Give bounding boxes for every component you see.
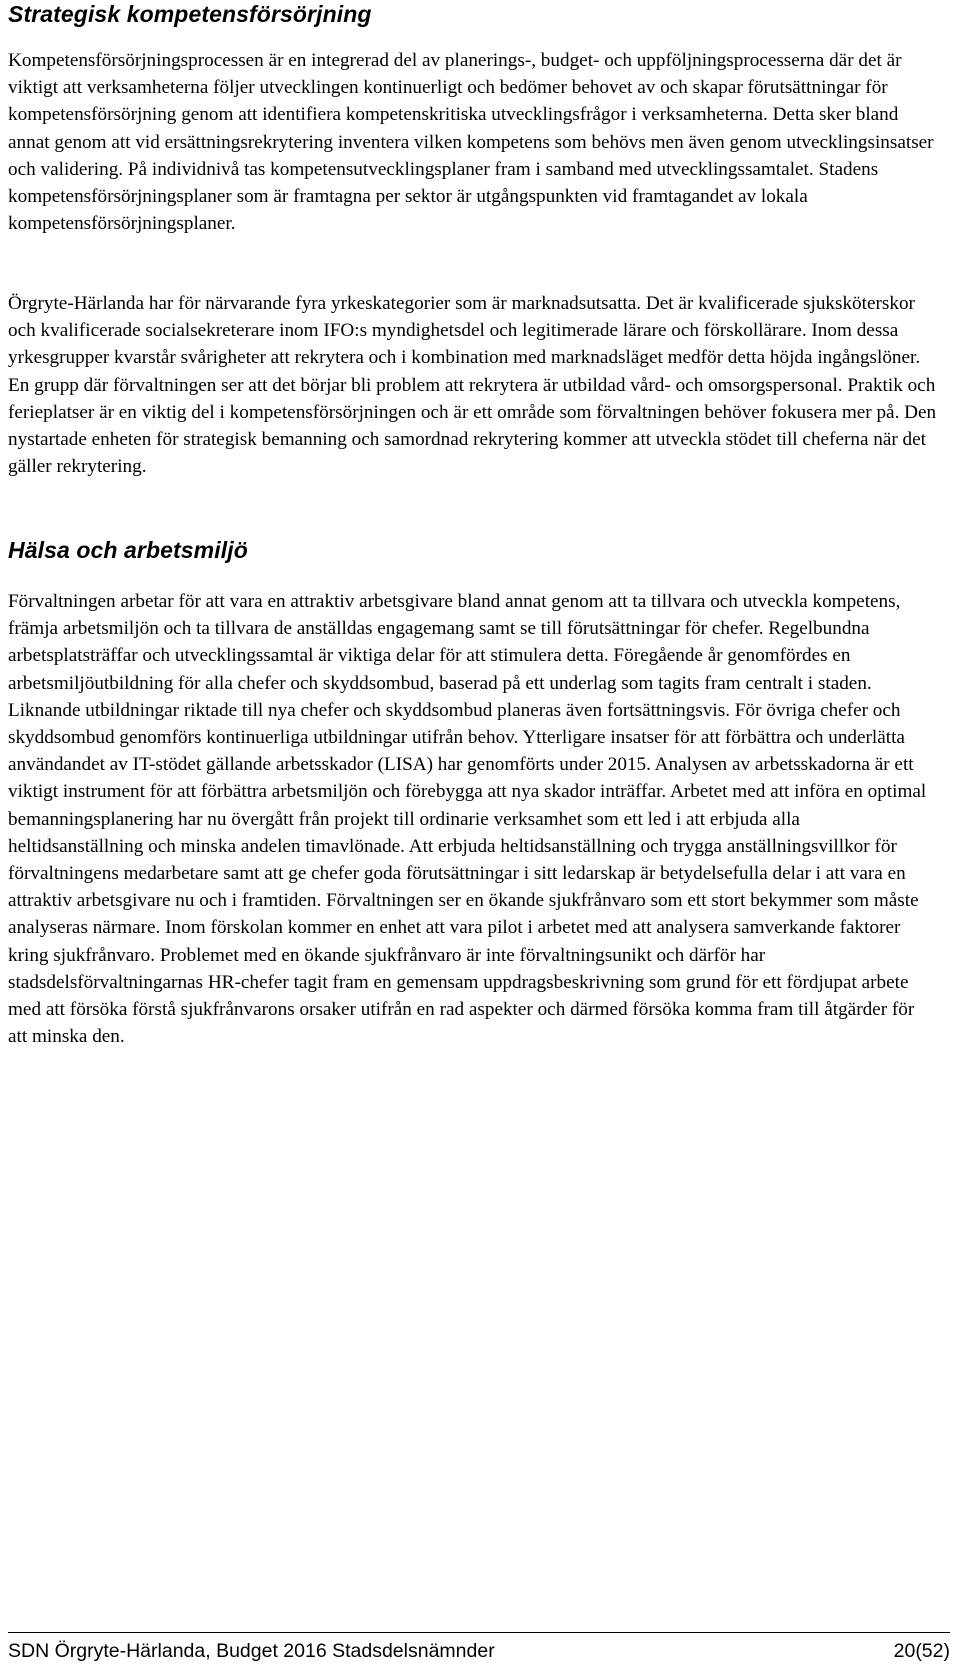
paragraph: Örgryte-Härlanda har för närvarande fyra yrkeskategorier som är marknadsutsatta. Det är kvalificerade sjuksköterskor och kvalificerade socialsekreterare inom IFO:s myndighetsdel och legitimerade lärare och förskollärare. Inom dessa yrkesgrupper kvarstår svårigheter att rekrytera och i kombination med marknadsläget medför detta höjda ingångslöner. En grupp där förvaltningen ser att det börjar bli problem att rekrytera är utbildad vård- och omsorgspersonal. Praktik och ferieplatser är en viktig del i kompetensförsörjningen och är ett område som förvaltningen behöver fokusera mer på. Den nystartade enheten för strategisk bemanning och samordnad rekrytering kommer att utveckla stödet till cheferna när det gäller rekrytering. [8, 293, 937, 478]
page-footer [8, 1636, 950, 1666]
section-title: Hälsa och arbetsmiljö [8, 537, 248, 563]
paragraph: Kompetensförsörjningsprocessen är en integrerad del av planerings-, budget- och uppföljningsprocesserna där det är viktigt att verksamheterna följer utvecklingen kontinuerligt och bedömer behovet av och skapar förutsättningar för kompetensförsörjning genom att identifiera kompetenskritiska utvecklingsfrågor i verksamheterna. Detta sker bland annat genom att vid ersättningsrekrytering inventera vilken kompetens som behövs men även genom utvecklingsinsatser och validering. På individnivå tas kompetensutvecklingsplaner fram i samband med utvecklingssamtalet. Stadens kompetensförsörjningsplaner som är framtagna per sektor är utgångspunkten vid framtagandet av lokala kompetensförsörjningsplaner. [8, 50, 934, 235]
footer-document-title: SDN Örgryte-Härlanda, Budget 2016 Stadsdelsnämnder [8, 1640, 495, 1662]
section-title: Strategisk kompetensförsörjning [8, 1, 372, 27]
footer-page-number: 20(52) [893, 1640, 950, 1662]
footer-divider [8, 1632, 950, 1633]
paragraph: Förvaltningen arbetar för att vara en attraktiv arbetsgivare bland annat genom att ta tillvara och utveckla kompetens, främja arbetsmiljön och ta tillvara de anställdas engagemang samt se till förutsättningar för chefer. Regelbundna arbetsplatsträffar och utvecklingssamtal är viktiga delar för att stimulera detta. Föregående år genomfördes en arbetsmiljöutbildning för alla chefer och skyddsombud, baserad på ett underlag som tagits fram centralt i staden. Liknande utbildningar riktade till nya chefer och skyddsombud planeras även fortsättningsvis. För övriga chefer och skyddsombud genomförs kontinuerliga utbildningar utifrån behov. Ytterligare insatser för att förbättra och underlätta användandet av IT-stödet gällande arbetsskador (LISA) har genomförts under 2015. Analysen av arbetsskadorna är ett viktigt instrument för att förbättra arbetsmiljön och förebygga att nya skador inträffar. Arbetet med att införa en optimal bemanningsplanering har nu övergått från projekt till ordinarie verksamhet som ett led i att erbjuda alla heltidsanställning och minska andelen timavlönade. Att erbjuda heltidsanställning och trygga anställningsvillkor för förvaltningens medarbetare samt att ge chefer goda förutsättningar i sitt ledarskap är betydelsefulla delar i att vara en attraktiv arbetsgivare nu och i framtiden. Förvaltningen ser en ökande sjukfrånvaro som ett stort bekymmer som måste analyseras närmare. Inom förskolan kommer en enhet att vara pilot i arbetet med att analysera samverkande faktorer kring sjukfrånvaro. Problemet med en ökande sjukfrånvaro är inte förvaltningsunikt och därför har stadsdelsförvaltningarnas HR-chefer tagit fram en gemensam uppdragsbeskrivning som grund för ett fördjupat arbete med att försöka förstå sjukfrånvarons orsaker utifrån en rad aspekter och därmed försöka komma fram till åtgärder för att minska den. [8, 591, 927, 1048]
